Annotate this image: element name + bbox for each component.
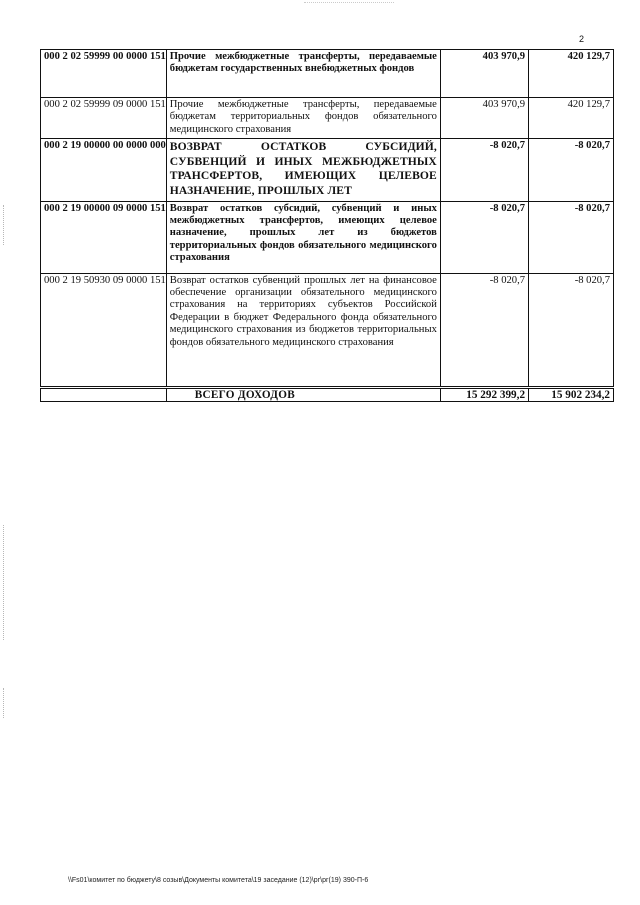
revenue-name-cell: ВОЗВРАТ ОСТАТКОВ СУБСИДИЙ, СУБВЕНЦИЙ И ИНЫХ МЕЖБЮДЖЕТНЫХ ТРАНСФЕРТОВ, ИМЕЮЩИХ ЦЕЛЕВОЕ НАЗНАЧЕНИЕ, ПРОШЛЫХ ЛЕТ [166,139,440,201]
budget-code-cell: 000 2 19 00000 00 0000 000 [41,139,167,201]
footer-file-path: \\Fs01\комитет по бюджету\8 созыв\Документы комитета\19 заседание (12)\рг\рг(19) 390-П-6 [68,877,369,884]
total-value-1: 15 292 399,2 [440,387,528,401]
revenue-name-cell: Возврат остатков субсидий, субвенций и иных межбюджетных трансфертов, имеющих целевое назначение, прошлых лет из бюджетов территориальных фондов обязательного медицинского страхования [166,201,440,273]
value-cell-1: 403 970,9 [440,98,528,139]
value-cell-2: 420 129,7 [529,50,614,98]
revenue-name-cell: Прочие межбюджетные трансферты, передаваемые бюджетам государственных внебюджетных фондов [166,50,440,98]
budget-code-cell: 000 2 02 59999 00 0000 151 [41,50,167,98]
value-cell-1: -8 020,7 [440,201,528,273]
value-cell-2: 420 129,7 [529,98,614,139]
value-cell-1: 403 970,9 [440,50,528,98]
total-row [41,387,614,401]
value-cell-1: -8 020,7 [440,139,528,201]
revenue-table [40,49,614,402]
value-cell-2: -8 020,7 [529,201,614,273]
scan-artifact [304,2,394,9]
table-row [41,201,614,273]
revenue-name-cell: Прочие межбюджетные трансферты, передаваемые бюджетам территориальных фондов обязательного медицинского страхования [166,98,440,139]
budget-code-cell: 000 2 02 59999 09 0000 151 [41,98,167,139]
total-value-2: 15 902 234,2 [529,387,614,401]
budget-code-cell: 000 2 19 00000 09 0000 151 [41,201,167,273]
table-row [41,273,614,387]
scan-edge-mark [3,688,5,718]
page-number: 2 [579,34,585,44]
value-cell-2: -8 020,7 [529,273,614,387]
total-label: ВСЕГО ДОХОДОВ [166,387,440,401]
budget-code-cell: 000 2 19 50930 09 0000 151 [41,273,167,387]
revenue-name-cell: Возврат остатков субвенций прошлых лет на финансовое обеспечение организации обязательного медицинского страхования на территориях субъектов Российской Федерации в бюджет Федерального фонда обязательного медицинского страхования из бюджетов территориальных фондов обязательного медицинского страхования [166,273,440,387]
table-row [41,98,614,139]
table-row [41,50,614,98]
table-body [41,50,614,402]
table-row [41,139,614,201]
scan-edge-mark [3,205,5,245]
total-code-cell [41,387,167,401]
value-cell-1: -8 020,7 [440,273,528,387]
scan-edge-mark [3,525,5,640]
value-cell-2: -8 020,7 [529,139,614,201]
